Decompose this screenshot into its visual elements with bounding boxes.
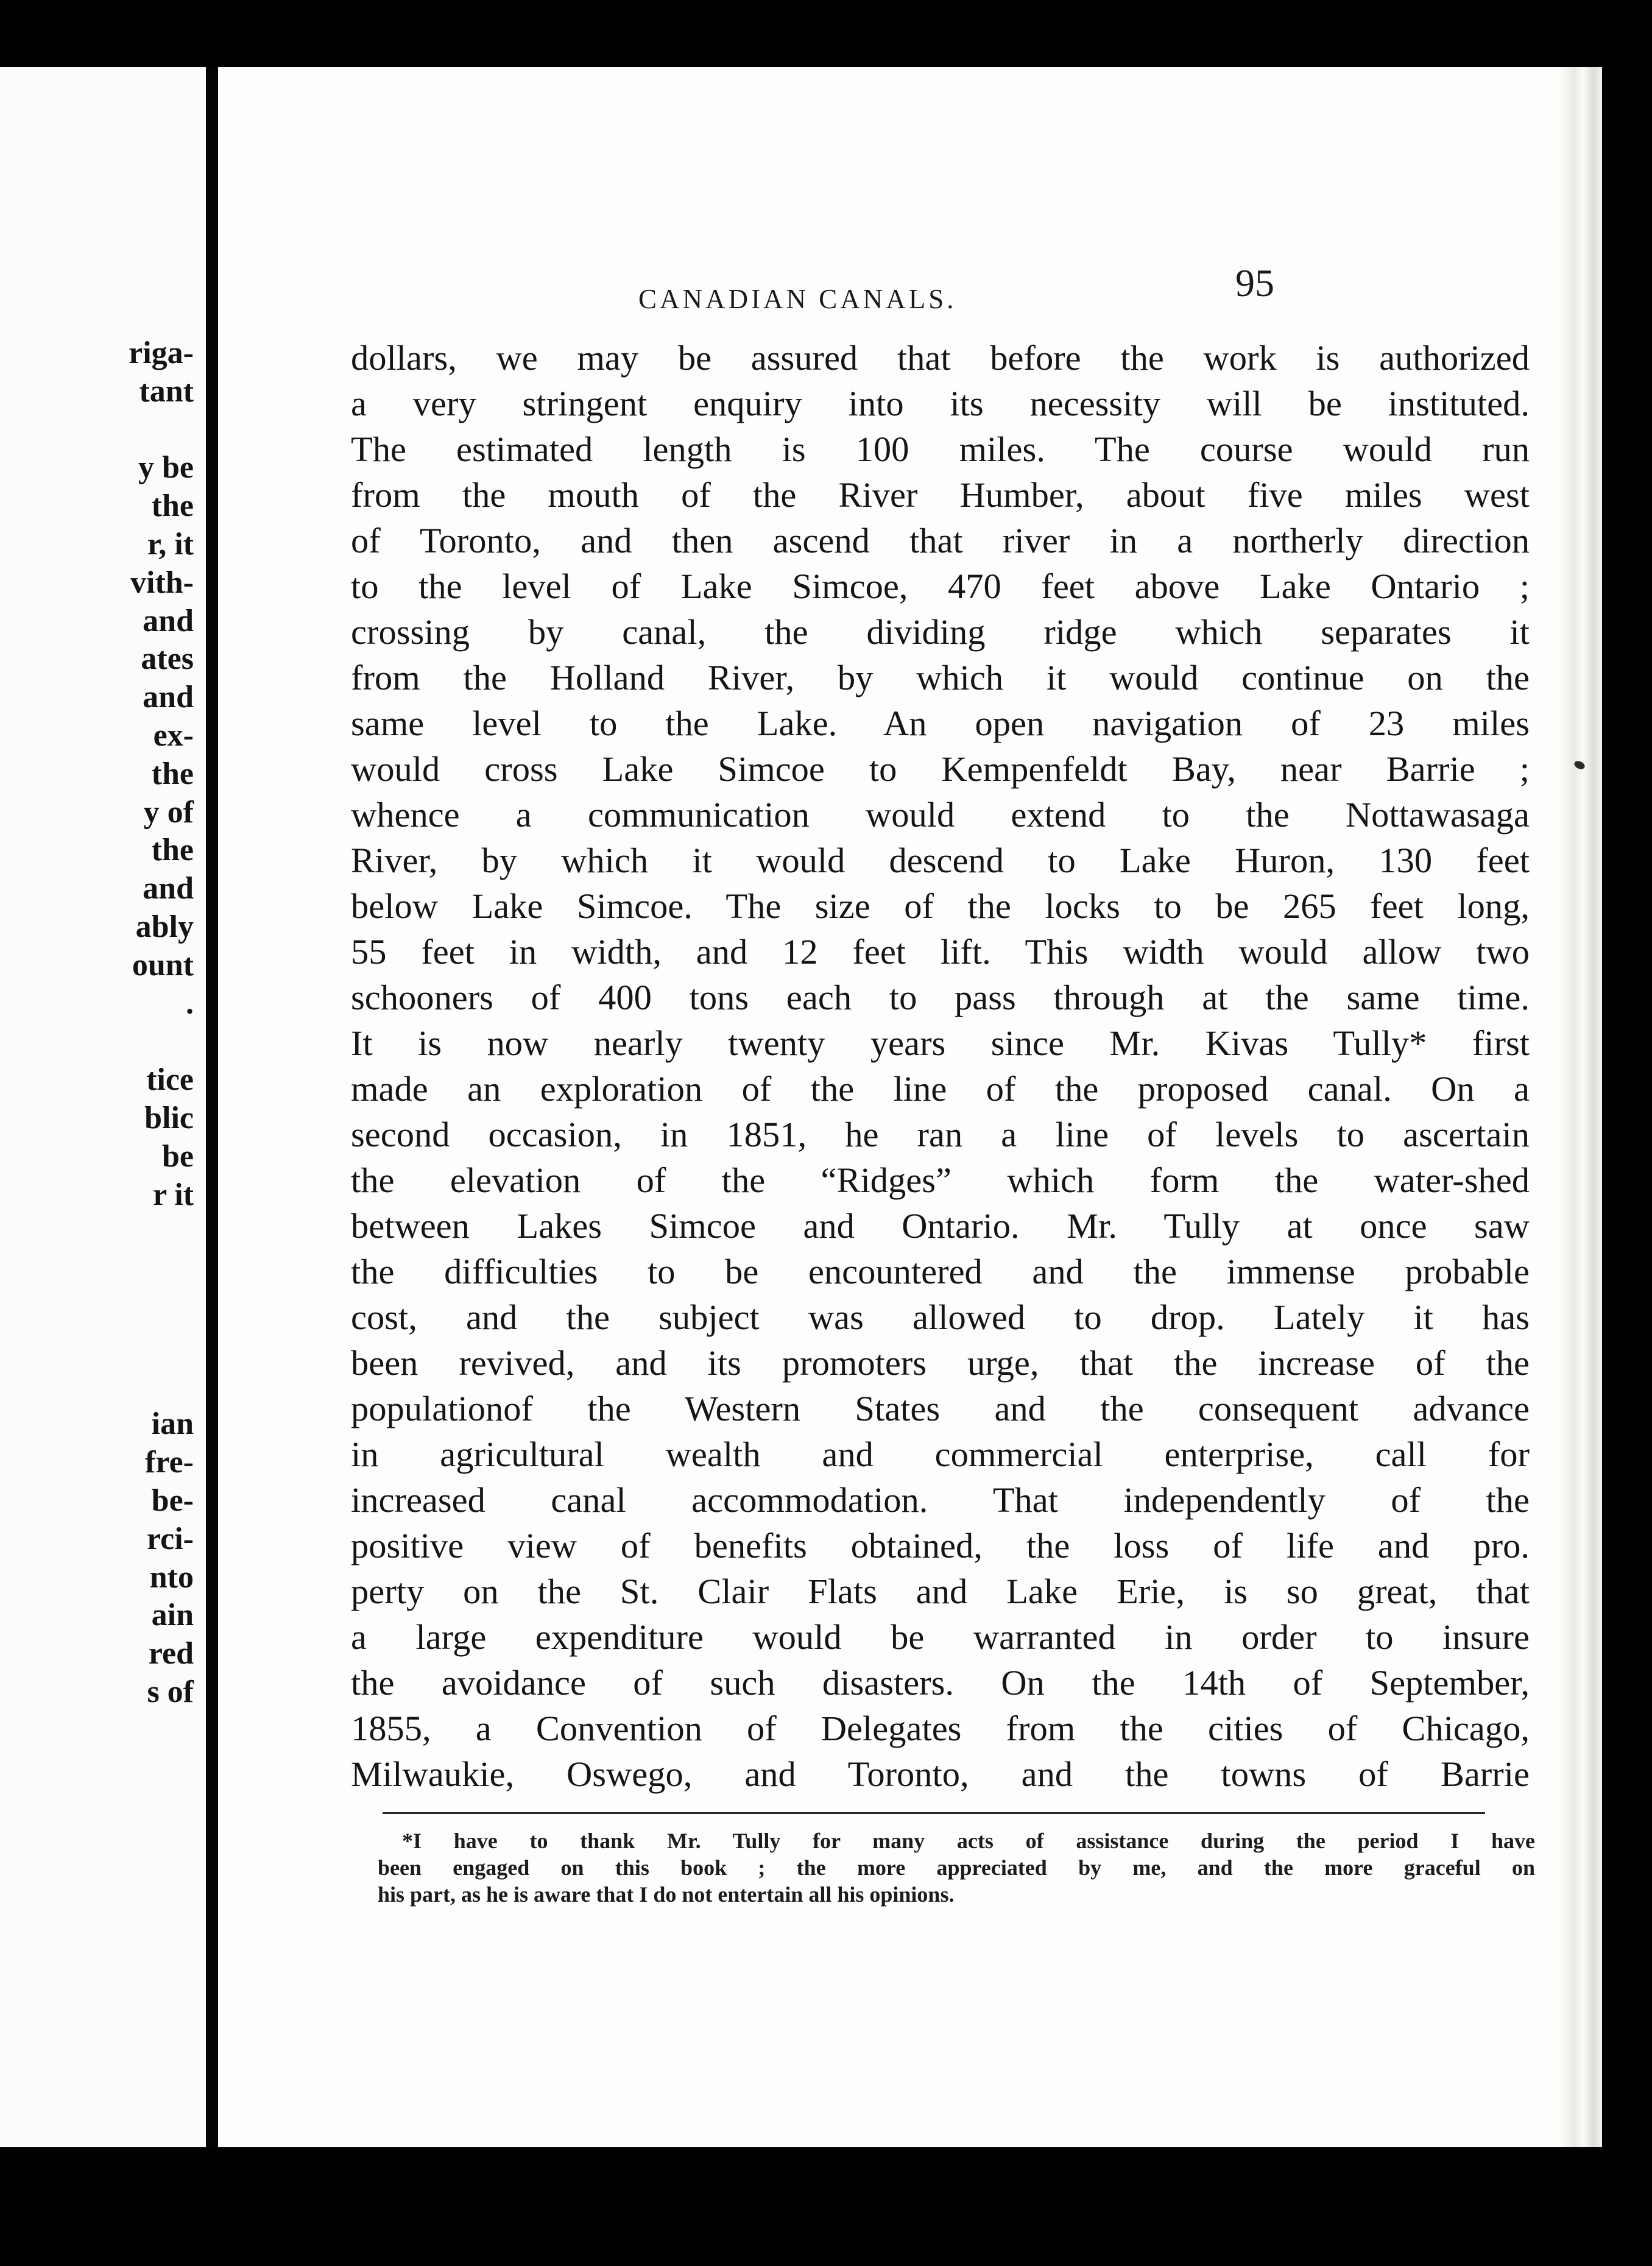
body-line: populationof the Western States and the consequent advance	[351, 1389, 1530, 1428]
body-line: in agricultural wealth and commercial enterprise, call for	[351, 1435, 1530, 1474]
left-page-fragment: r, it	[147, 527, 194, 562]
body-line: dollars, we may be assured that before the work is authorized	[351, 338, 1530, 378]
footnote-rule	[383, 1812, 1485, 1814]
left-page-fragment: the	[151, 833, 194, 868]
body-line: between Lakes Simcoe and Ontario. Mr. Tully at once saw	[351, 1206, 1530, 1246]
left-page-fragment: and	[143, 603, 194, 638]
body-line: made an exploration of the line of the proposed canal. On a	[351, 1069, 1530, 1109]
footnote-line: his part, as he is aware that I do not entertain all his opinions.	[378, 1882, 955, 1907]
left-page-fragment: ian	[151, 1407, 194, 1442]
body-line: 1855, a Convention of Delegates from the cities of Chicago,	[351, 1709, 1530, 1748]
left-page-fragment: rci-	[147, 1521, 194, 1556]
left-page-fragment: the	[151, 489, 194, 524]
body-line: Milwaukie, Oswego, and Toronto, and the towns of Barrie	[351, 1754, 1530, 1794]
body-line: increased canal accommodation. That independently of the	[351, 1480, 1530, 1520]
left-page-fragment: fre-	[145, 1445, 194, 1480]
body-line: crossing by canal, the dividing ridge which separates it	[351, 612, 1530, 652]
body-line: below Lake Simcoe. The size of the locks to be 265 feet long,	[351, 886, 1530, 926]
left-page-fragment: s of	[147, 1675, 194, 1709]
left-page-fragment: tice	[146, 1062, 194, 1098]
left-page-fragment: r it	[153, 1177, 194, 1212]
body-line: whence a communication would extend to the Nottawasaga	[351, 795, 1530, 835]
body-line: been revived, and its promoters urge, that the increase of the	[351, 1343, 1530, 1383]
left-page-fragment: and	[143, 871, 194, 906]
left-page-fragment: and	[143, 680, 194, 715]
body-line: the elevation of the “Ridges” which form the water-shed	[351, 1160, 1530, 1200]
body-line: positive view of benefits obtained, the loss of life and pro.	[351, 1526, 1530, 1565]
left-page-fragment: ain	[151, 1598, 194, 1633]
body-line: a large expenditure would be warranted in order to insure	[351, 1617, 1530, 1657]
left-page-fragment: red	[148, 1636, 194, 1671]
body-line: River, by which it would descend to Lake Huron, 130 feet	[351, 841, 1530, 880]
book-gutter	[206, 67, 218, 2147]
left-page-fragment: y be	[138, 450, 194, 485]
body-line: from the mouth of the River Humber, about five miles west	[351, 475, 1530, 515]
page-number: 95	[1235, 261, 1274, 305]
footnote-line: *I have to thank Mr. Tully for many acts of assistance during the period I have	[402, 1829, 1535, 1853]
left-page-fragment: ex-	[153, 718, 194, 753]
left-page-fragment: ably	[135, 909, 194, 944]
body-line: same level to the Lake. An open navigation of 23 miles	[351, 704, 1530, 743]
left-page-fragment: y of	[143, 794, 194, 830]
left-page-fragment: tant	[139, 373, 194, 409]
body-line: the avoidance of such disasters. On the 14th of September,	[351, 1663, 1530, 1703]
body-line: The estimated length is 100 miles. The course would run	[351, 429, 1530, 469]
body-line: second occasion, in 1851, he ran a line of levels to ascertain	[351, 1115, 1530, 1154]
left-page-fragment: nto	[149, 1559, 194, 1595]
footnote-line: been engaged on this book ; the more appreciated by me, and the more graceful on	[378, 1855, 1535, 1880]
body-line: It is now nearly twenty years since Mr. Kivas Tully* first	[351, 1023, 1530, 1063]
body-line: from the Holland River, by which it would continue on the	[351, 658, 1530, 697]
left-page-fragment: be-	[151, 1483, 194, 1518]
left-page-fragment: be	[162, 1138, 194, 1174]
left-page-fragment: blic	[144, 1101, 194, 1135]
body-line: schooners of 400 tons each to pass through at the same time.	[351, 978, 1530, 1017]
book-page	[218, 67, 1601, 2147]
facing-page-left	[0, 67, 206, 2147]
body-line: would cross Lake Simcoe to Kempenfeldt Bay, near Barrie ;	[351, 749, 1530, 789]
left-page-fragment: ates	[141, 641, 194, 677]
left-page-fragment: .	[186, 986, 194, 1021]
body-text	[351, 335, 1530, 1797]
body-line: of Toronto, and then ascend that river in a northerly direction	[351, 521, 1530, 560]
footnote	[378, 1827, 1535, 1908]
body-line: the difficulties to be encountered and the immense probable	[351, 1252, 1530, 1291]
left-page-fragment: the	[151, 756, 194, 791]
body-line: perty on the St. Clair Flats and Lake Erie, is so great, that	[351, 1572, 1530, 1611]
body-line: a very stringent enquiry into its necessity will be instituted.	[351, 384, 1530, 423]
left-page-fragment: ount	[132, 947, 194, 983]
running-header: CANADIAN CANALS.	[638, 284, 957, 314]
body-line: cost, and the subject was allowed to drop. Lately it has	[351, 1297, 1530, 1337]
left-page-fragment: riga-	[129, 336, 194, 370]
left-page-fragment: vith-	[130, 565, 194, 600]
body-line: to the level of Lake Simcoe, 470 feet above Lake Ontario ;	[351, 566, 1530, 606]
body-line: 55 feet in width, and 12 feet lift. This width would allow two	[351, 932, 1530, 972]
page-edge	[1559, 67, 1602, 2147]
